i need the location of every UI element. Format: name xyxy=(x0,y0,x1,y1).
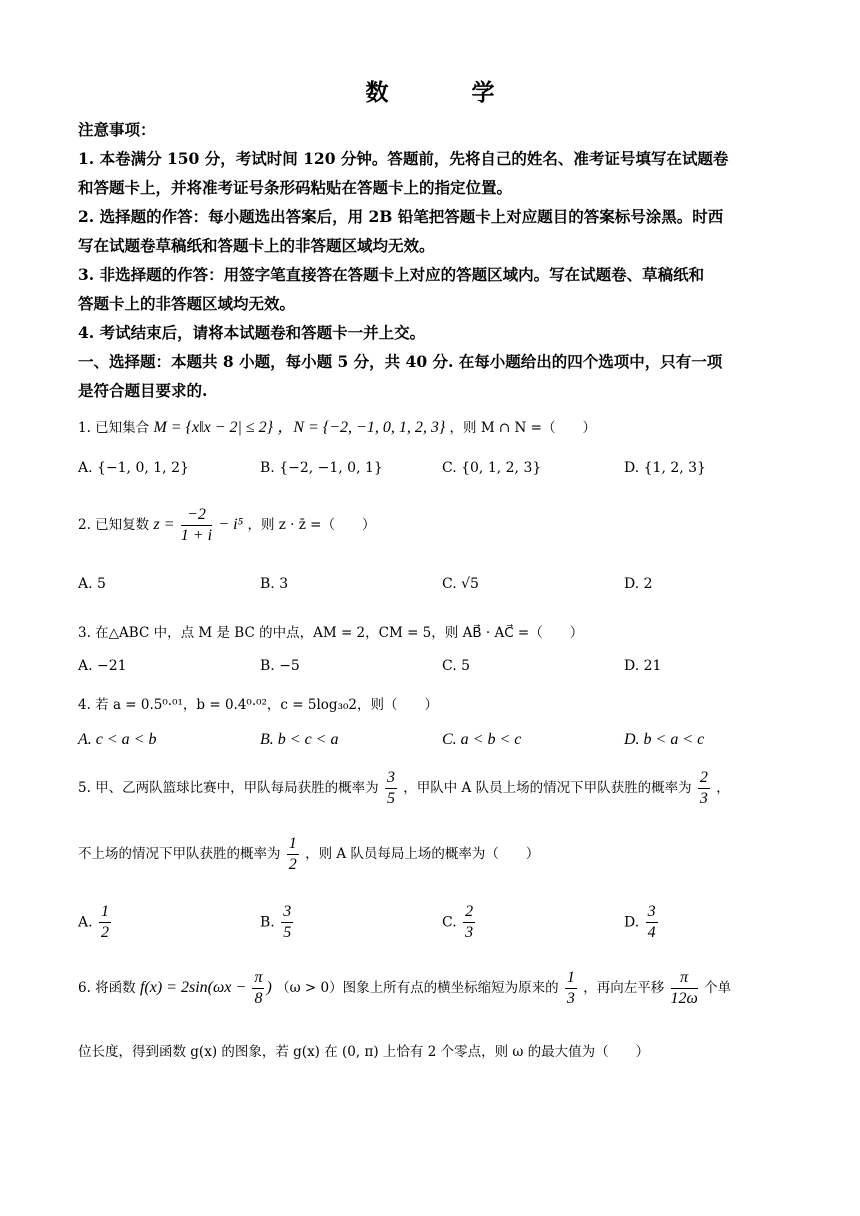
option-d: D. $\frac{3}{4}$ xyxy=(624,903,656,941)
option-d: D. 2 xyxy=(624,576,653,592)
option-c: C. {0, 1, 2, 3} xyxy=(442,460,542,476)
question-2-stem: 2. 已知复数 z = $\frac{-2}{1 + i}$ − i⁵ ，则 z · z̄ =（ ） xyxy=(78,506,376,544)
option-b: B. b < c < a xyxy=(260,731,339,748)
option-a: A. −21 xyxy=(78,658,127,674)
question-1-stem: 1. 已知集合 M = {x‖x − 2| ≤ 2} ，N = {−2, −1, 0, 1, 2, 3} ，则 M ∩ N =（ ） xyxy=(78,419,596,436)
question-6-stem: 6. 将函数 f(x) = 2sin(ωx − $\frac{\pi}{8}$ ) （ω > 0）图象上所有点的横坐标缩短为原来的 $\frac{1}{3}$ ，再向左平移 $\frac{\pi}{12\omega}$ 个单 xyxy=(78,969,732,1007)
question-5-stem-cont: 不上场的情况下甲队获胜的概率为 $\frac{1}{2}$ ，则 A 队员每局上场的概率为（ ） xyxy=(78,835,540,873)
option-a: A. {−1, 0, 1, 2} xyxy=(78,460,189,476)
notice-item: 写在试题卷草稿纸和答题卡上的非答题区域均无效。 xyxy=(78,236,435,255)
page-title: 数 学 xyxy=(365,79,525,106)
option-c: C. a < b < c xyxy=(442,731,522,748)
option-a: A. 5 xyxy=(78,576,106,592)
notice-item: 1. 本卷满分 150 分，考试时间 120 分钟。答题前，先将自己的姓名、准考证号填写在试题卷 xyxy=(78,149,729,168)
option-b: B. {−2, −1, 0, 1} xyxy=(260,460,383,476)
notice-item: 3. 非选择题的作答：用签字笔直接答在答题卡上对应的答题区域内。写在试题卷、草稿纸和 xyxy=(78,265,705,284)
option-d: D. b < a < c xyxy=(624,731,705,748)
option-b: B. −5 xyxy=(260,658,300,674)
notice-item: 4. 考试结束后，请将本试题卷和答题卡一并上交。 xyxy=(78,323,426,342)
option-d: D. 21 xyxy=(624,658,662,674)
set-m: M = {x‖x − 2| ≤ 2} xyxy=(153,419,274,436)
fraction: $\frac{1}{2}$ xyxy=(288,835,297,873)
fraction: $\frac{\pi}{12\omega}$ xyxy=(670,969,698,1007)
notice-item: 答题卡上的非答题区域均无效。 xyxy=(78,294,296,313)
question-3-stem: 3. 在△ABC 中，点 M 是 BC 的中点，AM = 2，CM = 5，则 AB⃗ · AC⃗ =（ ） xyxy=(78,625,584,641)
question-4-stem: 4. 若 a = 0.5⁰·⁰¹，b = 0.4⁰·⁰²，c = 5log₃₀2，则（ ） xyxy=(78,697,438,713)
fraction: $\frac{-2}{1 + i}$ xyxy=(180,506,213,544)
fraction: $\frac{2}{3}$ xyxy=(699,769,708,807)
set-n: ，N = {−2, −1, 0, 1, 2, 3} xyxy=(277,419,446,436)
section-heading: 是符合题目要求的. xyxy=(78,381,208,400)
section-heading: 一、选择题：本题共 8 小题，每小题 5 分，共 40 分. 在每小题给出的四个选项中，只有一项 xyxy=(78,352,723,371)
notice-item: 2. 选择题的作答：每小题选出答案后，用 2B 铅笔把答题卡上对应题目的答案标号涂黑。时西 xyxy=(78,207,724,226)
fraction: $\frac{1}{3}$ xyxy=(566,969,575,1007)
option-c: C. √5 xyxy=(442,576,479,592)
notice-heading: 注意事项： xyxy=(78,120,156,139)
fraction: $\frac{3}{5}$ xyxy=(386,769,395,807)
fraction: $\frac{\pi}{8}$ xyxy=(254,969,263,1007)
option-a: A. c < a < b xyxy=(78,731,157,748)
option-b: B. $\frac{3}{5}$ xyxy=(260,903,292,941)
option-b: B. 3 xyxy=(260,576,289,592)
question-5-stem: 5. 甲、乙两队篮球比赛中，甲队每局获胜的概率为 $\frac{3}{5}$ ，甲队中 A 队员上场的情况下甲队获胜的概率为 $\frac{2}{3}$ ， xyxy=(78,769,730,807)
notice-item: 和答题卡上，并将准考证号条形码粘贴在答题卡上的指定位置。 xyxy=(78,178,513,197)
option-a: A. $\frac{1}{2}$ xyxy=(78,903,110,941)
option-d: D. {1, 2, 3} xyxy=(624,460,706,476)
option-c: C. $\frac{2}{3}$ xyxy=(442,903,474,941)
option-c: C. 5 xyxy=(442,658,471,674)
question-6-stem-cont: 位长度，得到函数 g(x) 的图象，若 g(x) 在 (0, π) 上恰有 2 个零点，则 ω 的最大值为（ ） xyxy=(78,1044,650,1060)
